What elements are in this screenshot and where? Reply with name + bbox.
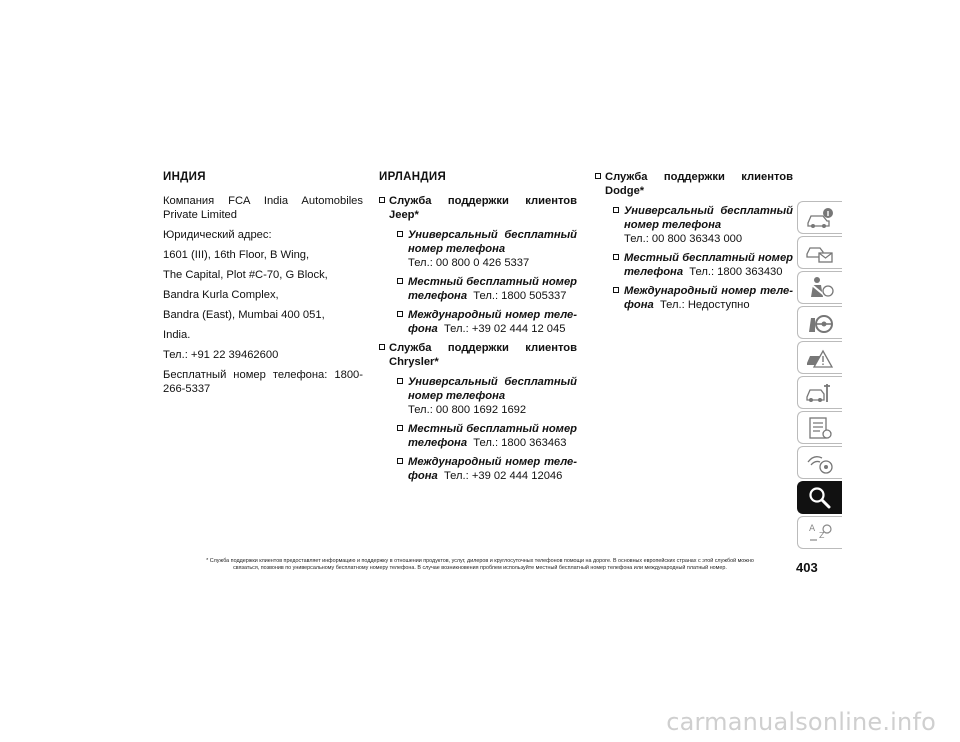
jeep-service-title xyxy=(379,194,577,222)
jeep-intl-phone: Тел.: +39 02 444 12 045 xyxy=(443,323,566,335)
tab-steering[interactable] xyxy=(797,306,842,339)
free-phone: Бесплатный номер телефона: 1800-266-5337 xyxy=(163,369,363,395)
company-name: Компания FCA India Automobiles Private Limited xyxy=(163,195,363,221)
heading-ireland: ИРЛАНДИЯ xyxy=(379,171,447,183)
address-line-3: Bandra Kurla Complex, xyxy=(163,289,279,301)
multimedia-icon xyxy=(805,450,835,476)
jeep-intl xyxy=(379,308,577,336)
tab-multimedia[interactable] xyxy=(797,446,842,479)
index-icon xyxy=(805,520,835,546)
dodge-intl-label: Международный номер теле-фона xyxy=(624,285,793,311)
chapter-tabs xyxy=(797,201,842,551)
tab-search[interactable] xyxy=(797,481,842,514)
phone: Тел.: +91 22 39462600 xyxy=(163,349,279,361)
tab-car-mail[interactable] xyxy=(797,236,842,269)
car-crash-icon xyxy=(805,345,835,371)
jeep-universal xyxy=(379,228,577,270)
checkbox-bullet-icon xyxy=(379,197,385,203)
dodge-service-title-text: Служба поддержки клиентов Dodge* xyxy=(605,171,793,197)
car-mail-icon xyxy=(805,240,835,266)
maintenance-list-icon xyxy=(805,415,835,441)
dodge-service-title xyxy=(595,170,793,198)
jeep-local-phone: Тел.: 1800 505337 xyxy=(473,290,567,302)
checkbox-bullet-icon xyxy=(397,425,403,431)
seatbelt-icon xyxy=(805,275,835,301)
chrysler-service-title-text: Служба поддержки клиентов Chrysler* xyxy=(389,342,577,368)
checkbox-bullet-icon xyxy=(613,254,619,260)
checkbox-bullet-icon xyxy=(397,278,403,284)
address-line-1: 1601 (III), 16th Floor, B Wing, xyxy=(163,249,310,261)
jeep-local-label: Местный бесплатный номер телефона xyxy=(408,276,577,302)
column-dodge xyxy=(595,170,793,317)
footnote-line-2: связаться, позвонив по универсальному бесплатному номеру телефона. В случае возникновения проблем используйте местный бесплатный номер телефона или международный платный номер. xyxy=(233,565,727,571)
tab-car-info[interactable] xyxy=(797,201,842,234)
footnote xyxy=(170,558,790,572)
chrysler-universal-phone: Тел.: 00 800 1692 1692 xyxy=(408,404,527,416)
chrysler-intl-label: Международный номер теле-фона xyxy=(408,456,577,482)
dodge-universal xyxy=(595,204,793,246)
column-india xyxy=(163,170,363,402)
checkbox-bullet-icon xyxy=(397,231,403,237)
jeep-universal-phone: Тел.: 00 800 0 426 5337 xyxy=(408,257,530,269)
dodge-local xyxy=(595,251,793,279)
address-line-2: The Capital, Plot #C-70, G Block, xyxy=(163,269,328,281)
dodge-local-label: Местный бесплатный номер телефона xyxy=(624,252,793,278)
checkbox-bullet-icon xyxy=(595,173,601,179)
dodge-universal-phone: Тел.: 00 800 36343 000 xyxy=(624,233,743,245)
heading-india: ИНДИЯ xyxy=(163,171,206,183)
tab-car-service[interactable] xyxy=(797,376,842,409)
watermark: carmanualsonline.info xyxy=(666,708,936,736)
chrysler-universal-label: Универсальный бесплатный номер телефона xyxy=(408,376,577,402)
tab-seatbelt[interactable] xyxy=(797,271,842,304)
jeep-universal-label: Универсальный бесплатный номер телефона xyxy=(408,229,577,255)
checkbox-bullet-icon xyxy=(379,344,385,350)
jeep-intl-label: Международный номер теле-фона xyxy=(408,309,577,335)
chrysler-service-title xyxy=(379,341,577,369)
footnote-line-1: * Служба поддержки клиентов предоставляет информацию и поддержку в отношении продуктов, услуг, дилеров и круглосуточных телефонов помощи на дороге. В основных европейских странах с этой службой можно xyxy=(206,558,754,564)
svg-text:A: A xyxy=(809,523,816,534)
checkbox-bullet-icon xyxy=(397,458,403,464)
dodge-universal-label: Универсальный бесплатный номер телефона xyxy=(624,205,793,231)
dodge-intl xyxy=(595,284,793,312)
address-label: Юридический адрес: xyxy=(163,229,272,241)
checkbox-bullet-icon xyxy=(397,378,403,384)
steering-wheel-icon xyxy=(805,310,835,336)
dodge-local-phone: Тел.: 1800 363430 xyxy=(689,266,783,278)
chrysler-local xyxy=(379,422,577,450)
car-info-icon xyxy=(805,205,835,231)
column-ireland xyxy=(379,170,577,488)
chrysler-intl-phone: Тел.: +39 02 444 12046 xyxy=(443,470,563,482)
address-line-4: Bandra (East), Mumbai 400 051, xyxy=(163,309,325,321)
search-icon xyxy=(805,485,835,511)
car-service-icon xyxy=(805,380,835,406)
chrysler-local-label: Местный бесплатный номер телефона xyxy=(408,423,577,449)
checkbox-bullet-icon xyxy=(613,287,619,293)
checkbox-bullet-icon xyxy=(613,207,619,213)
chrysler-universal xyxy=(379,375,577,417)
tab-maintenance-list[interactable] xyxy=(797,411,842,444)
chrysler-intl xyxy=(379,455,577,483)
tab-index[interactable] xyxy=(797,516,842,549)
jeep-service-title-text: Служба поддержки клиентов Jeep* xyxy=(389,195,577,221)
svg-text:Z: Z xyxy=(819,530,825,540)
chrysler-local-phone: Тел.: 1800 363463 xyxy=(473,437,567,449)
dodge-intl-phone: Тел.: Недоступно xyxy=(659,299,750,311)
page-number: 403 xyxy=(796,560,818,575)
jeep-local xyxy=(379,275,577,303)
address-line-5: India. xyxy=(163,329,191,341)
tab-car-crash[interactable] xyxy=(797,341,842,374)
checkbox-bullet-icon xyxy=(397,311,403,317)
